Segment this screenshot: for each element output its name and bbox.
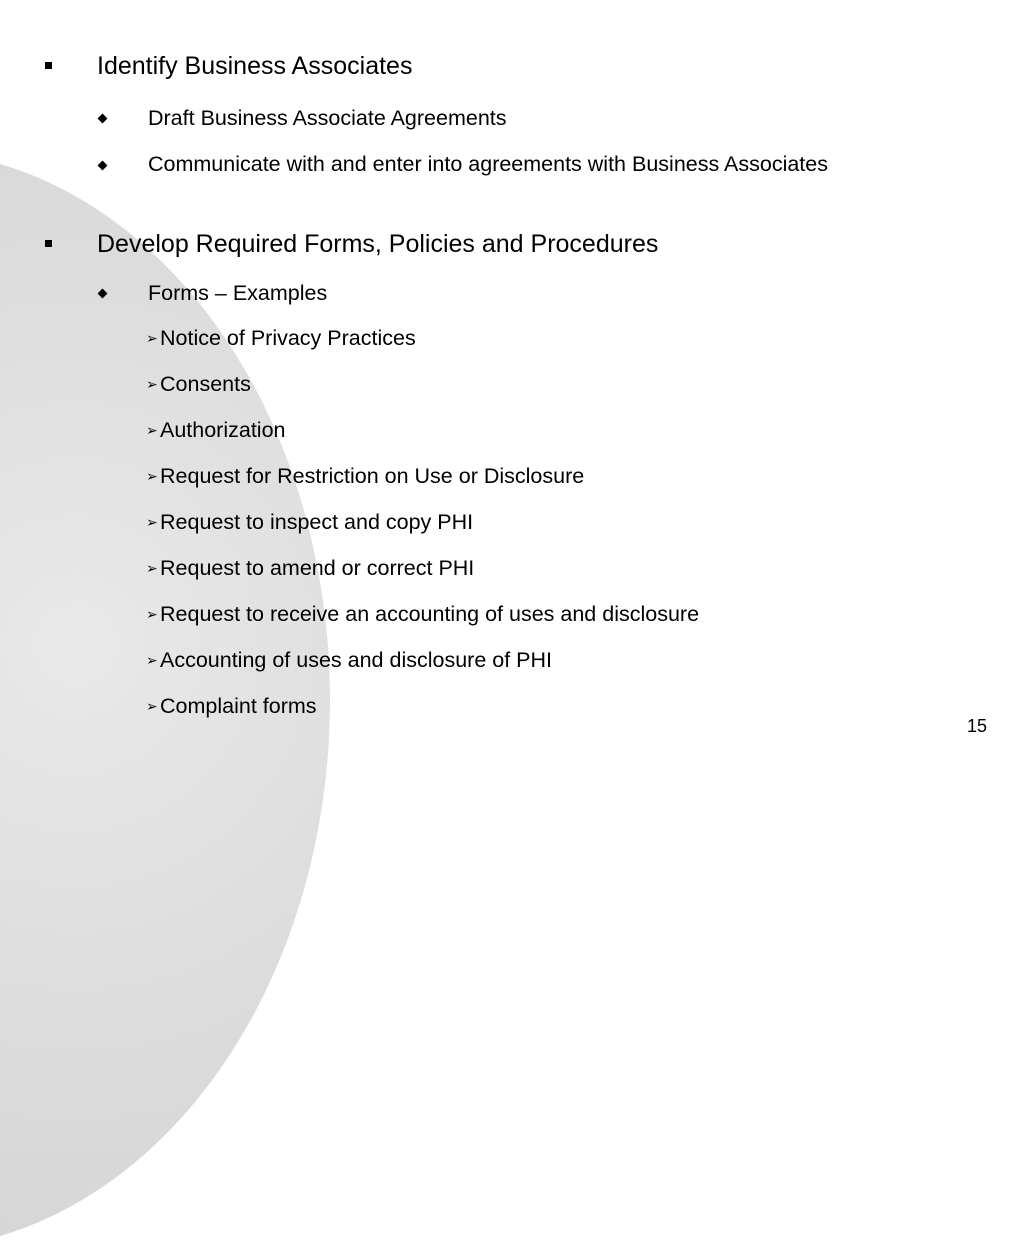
arrowhead-bullet-icon: ➢ [146,376,158,392]
example-list-item [146,556,474,581]
example-list-item [146,510,473,535]
sub-bullet-text: Draft Business Associate Agreements [148,106,507,130]
arrowhead-bullet-icon: ➢ [146,422,158,438]
example-list-item [146,372,251,397]
square-bullet-icon [45,240,52,247]
arrowhead-bullet-icon: ➢ [146,560,158,576]
diamond-bullet-icon [98,114,107,123]
example-text: Request to inspect and copy PHI [160,510,474,534]
example-text: Complaint forms [160,694,317,718]
page-number: 15 [966,716,987,736]
example-text: Authorization [160,418,286,442]
arrowhead-bullet-icon: ➢ [146,606,158,622]
example-text: Consents [160,372,251,396]
example-list-item [146,326,416,351]
bullet-item [97,52,412,81]
example-text: Request for Restriction on Use or Disclosure [160,464,585,488]
sub-bullet-item [148,149,848,179]
example-list-item [146,418,286,443]
bullet-text: Identify Business Associates [97,52,413,80]
arrowhead-bullet-icon: ➢ [146,514,158,530]
bullet-text: Develop Required Forms, Policies and Procedures [97,230,659,258]
example-text: Accounting of uses and disclosure of PHI [160,648,552,672]
bullet-item [97,230,658,259]
sub-bullet-item [148,106,507,131]
sub-bullet-text: Communicate with and enter into agreements with Business Associates [148,152,828,176]
diamond-bullet-icon [98,161,107,170]
sub-bullet-text: Forms – Examples [148,281,328,305]
example-list-item [146,648,552,673]
square-bullet-icon [45,62,52,69]
example-text: Request to amend or correct PHI [160,556,475,580]
arrowhead-bullet-icon: ➢ [146,330,158,346]
arrowhead-bullet-icon: ➢ [146,652,158,668]
example-list-item [146,464,584,489]
example-text: Request to receive an accounting of uses and disclosure [160,602,700,626]
example-list-item [146,694,317,719]
sub-bullet-item [148,281,327,306]
example-text: Notice of Privacy Practices [160,326,416,350]
arrowhead-bullet-icon: ➢ [146,698,158,714]
diamond-bullet-icon [98,289,107,298]
example-list-item [146,602,699,627]
arrowhead-bullet-icon: ➢ [146,468,158,484]
